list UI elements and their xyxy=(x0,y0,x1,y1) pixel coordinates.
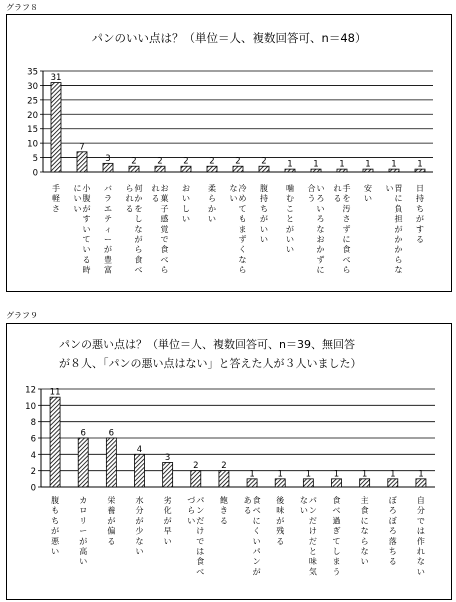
chart8-category-label: 小腹がすいている時にいい xyxy=(73,184,91,275)
chart9-data-label: 1 xyxy=(249,469,255,480)
chart8-category-label: お菓子感覚で食べられる xyxy=(151,184,169,275)
chart8-category-label: バラエティーが豊富 xyxy=(104,184,112,275)
chart9-bar xyxy=(78,438,88,487)
chart9-ytick-label: 12 xyxy=(25,385,36,396)
chart9-ytick-label: 8 xyxy=(30,418,36,429)
chart9-data-label: 2 xyxy=(221,461,227,472)
chart9-data-label: 1 xyxy=(390,469,396,480)
chart8-data-label: 1 xyxy=(391,159,397,170)
chart9-bar xyxy=(135,454,145,487)
chart8-svg xyxy=(7,15,451,291)
chart9-bar xyxy=(332,479,342,487)
chart9-bar xyxy=(360,479,370,487)
chart8-data-label: 1 xyxy=(313,159,319,170)
chart8-bar xyxy=(233,166,243,172)
chart8-panel xyxy=(6,14,452,292)
chart9-category-label: 飽きる xyxy=(219,496,228,526)
chart9-category-label: カロリーが高い xyxy=(79,496,88,567)
chart9-data-label: 6 xyxy=(108,428,115,439)
chart9-svg xyxy=(7,324,451,599)
chart8-ytick-label: 15 xyxy=(27,125,38,136)
chart9-bar xyxy=(50,397,60,487)
chart9-bar xyxy=(191,471,201,487)
chart9-category-label: 主食にならない xyxy=(360,496,369,567)
chart9-data-label: 1 xyxy=(418,469,424,480)
chart9-category-label: ぼろぼろ落ちる xyxy=(388,496,397,567)
chart9-title-line-1: パンの悪い点は？（単位＝人、複数回答可、n＝39、無回答 xyxy=(59,338,355,351)
chart9-category-label: 水分が少ない xyxy=(135,496,144,556)
chart8-category-label: いろいろなおかずに合う xyxy=(307,184,325,275)
chart9-bar xyxy=(303,479,313,487)
chart9-ytick-label: 10 xyxy=(25,401,36,412)
chart9-data-label: 1 xyxy=(333,469,340,480)
chart8-data-label: 2 xyxy=(183,156,189,167)
chart8-bar xyxy=(103,163,113,172)
chart9-data-label: 6 xyxy=(80,428,86,439)
chart9-category-label: 食べにくいパンがある xyxy=(243,496,261,577)
chart8-data-label: 2 xyxy=(235,156,241,167)
chart9-data-label: 1 xyxy=(277,469,283,480)
chart9-label: グラフ９ xyxy=(6,311,38,320)
chart8-category-label: 腹持ちがいい xyxy=(260,184,268,244)
chart8-data-label: 31 xyxy=(50,73,62,84)
chart8-category-label: おいしい xyxy=(182,184,190,224)
chart8-data-label: 2 xyxy=(131,156,137,167)
chart8-bar xyxy=(51,83,61,172)
chart8-data-label: 3 xyxy=(105,153,111,164)
chart9-title-line-2: が８人、「パンの悪い点はない」と答えた人が３人いました） xyxy=(59,357,362,370)
chart8-ytick-label: 30 xyxy=(27,81,38,92)
chart8-title: パンのいい点は？（単位＝人、複数回答可、n＝48） xyxy=(91,31,367,45)
chart9-category-label: 自分では作れない xyxy=(416,496,425,577)
chart8-data-label: 7 xyxy=(79,142,85,153)
chart8-bar xyxy=(155,166,165,172)
chart9-panel xyxy=(6,323,452,600)
chart8-label: グラフ８ xyxy=(6,3,38,12)
chart9-data-label: 4 xyxy=(136,444,143,455)
chart9-ytick-label: 6 xyxy=(30,434,36,445)
chart9-bar xyxy=(163,463,173,488)
chart9-bar xyxy=(416,479,426,487)
chart8-category-label: 柔らかい xyxy=(208,184,216,224)
chart9-category-label: 後味が残る xyxy=(276,496,285,546)
chart8-data-label: 1 xyxy=(417,159,423,170)
chart8-category-label: 噛むことがいい xyxy=(286,184,294,255)
chart8-category-label: 手を汚さずに食べられる xyxy=(333,184,351,275)
chart8-ytick-label: 0 xyxy=(32,168,38,179)
chart8-category-label: 何かをしながら食べられる xyxy=(125,184,143,275)
chart8-data-label: 1 xyxy=(365,159,371,170)
chart9-category-label: 栄養が偏る xyxy=(107,496,116,546)
chart8-category-label: 手軽さ xyxy=(52,184,60,214)
chart8-category-label: 日持ちがする xyxy=(416,184,424,244)
chart8-bar xyxy=(207,166,217,172)
chart8-category-label: 安い xyxy=(364,184,372,204)
chart8-ytick-label: 20 xyxy=(27,110,38,121)
chart9-bar xyxy=(247,479,257,487)
chart9-category-label: パンだけだと味気ない xyxy=(299,496,317,577)
chart9-data-label: 1 xyxy=(361,469,368,480)
chart9-ytick-label: 0 xyxy=(30,483,36,494)
chart8-bar xyxy=(181,166,191,172)
chart9-category-label: 腹もちが悪い xyxy=(51,496,60,556)
chart9-bar xyxy=(106,438,116,487)
chart9-category-label: パンだけでは食べづらい xyxy=(187,496,205,577)
chart8-data-label: 2 xyxy=(157,156,163,167)
chart8-ytick-label: 5 xyxy=(32,154,38,165)
chart9-data-label: 2 xyxy=(193,461,199,472)
chart9-category-label: 食べ過ぎてしまう xyxy=(332,496,341,577)
chart8-data-label: 1 xyxy=(287,159,293,170)
chart9-ytick-label: 2 xyxy=(30,467,36,478)
chart9-bar xyxy=(388,479,398,487)
chart8-data-label: 2 xyxy=(209,156,215,167)
chart8-category-label: 冷めてもまずくならない xyxy=(229,184,247,275)
chart9-data-label: 11 xyxy=(49,387,61,398)
chart9-category-label: 劣化が早い xyxy=(163,496,172,546)
chart8-ytick-label: 10 xyxy=(27,139,38,150)
chart8-ytick-label: 25 xyxy=(27,96,38,107)
chart8-bar xyxy=(259,166,269,172)
chart9-bar xyxy=(219,471,229,487)
chart8-bar xyxy=(129,166,139,172)
chart9-bar xyxy=(275,479,285,487)
chart9-ytick-label: 4 xyxy=(30,450,36,461)
chart8-category-label: 胃に負担がかからない xyxy=(385,184,403,275)
chart9-data-label: 3 xyxy=(164,453,171,463)
chart8-bar xyxy=(77,152,87,172)
chart8-data-label: 2 xyxy=(261,156,267,167)
chart9-data-label: 1 xyxy=(305,469,312,480)
chart8-ytick-label: 35 xyxy=(27,67,38,78)
chart8-data-label: 1 xyxy=(339,159,345,170)
